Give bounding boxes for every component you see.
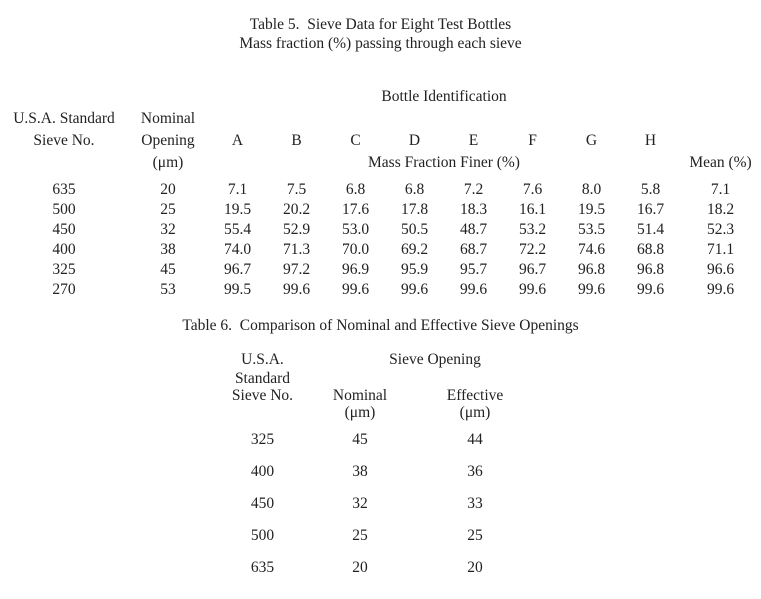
mean-cell: 96.6 [706, 260, 735, 278]
value-cell: 53.5 [577, 220, 606, 238]
value-cell: 16.1 [518, 200, 547, 218]
value-cell: 5.8 [640, 180, 661, 198]
table6-nominal-header: Nominal [332, 387, 388, 405]
table-row [0, 180, 761, 200]
mean-cell: 18.2 [706, 200, 735, 218]
value-cell: 51.4 [636, 220, 665, 238]
table5-sieve-col-header-line1: U.S.A. Standard [13, 109, 115, 127]
value-cell: 99.5 [223, 280, 252, 298]
value-cell: 16.7 [636, 200, 665, 218]
table-row [205, 488, 550, 520]
opening-cell: 53 [160, 280, 176, 298]
value-cell: 95.9 [400, 260, 429, 278]
value-cell: 74.0 [223, 240, 252, 258]
value-cell: 96.7 [518, 260, 547, 278]
table6-header-row-4 [205, 405, 550, 422]
table-row [205, 424, 550, 456]
table6-sieve-opening-header: Sieve Opening [389, 350, 481, 368]
table5-bottle-c-header: C [350, 131, 361, 149]
table-row [0, 280, 761, 300]
mean-cell: 71.1 [706, 240, 735, 258]
table6 [205, 350, 550, 584]
value-cell: 99.6 [577, 280, 606, 298]
value-cell: 99.6 [282, 280, 311, 298]
table-row [0, 200, 761, 220]
value-cell: 71.3 [282, 240, 311, 258]
nominal-cell: 38 [352, 462, 368, 480]
effective-cell: 33 [467, 494, 483, 512]
opening-cell: 38 [160, 240, 176, 258]
value-cell: 6.8 [345, 180, 366, 198]
value-cell: 6.8 [404, 180, 425, 198]
value-cell: 50.5 [400, 220, 429, 238]
sieve-no-cell: 500 [250, 526, 275, 544]
value-cell: 96.7 [223, 260, 252, 278]
value-cell: 99.6 [459, 280, 488, 298]
value-cell: 99.6 [636, 280, 665, 298]
empty-cell [400, 370, 550, 388]
value-cell: 72.2 [518, 240, 547, 258]
sieve-no-cell: 400 [250, 462, 275, 480]
value-cell: 68.8 [636, 240, 665, 258]
value-cell: 7.2 [463, 180, 484, 198]
value-cell: 18.3 [459, 200, 488, 218]
opening-cell: 32 [160, 220, 176, 238]
table5-opening-col-header-unit: (μm) [152, 153, 184, 171]
empty-cell [205, 405, 320, 422]
table6-header-row-1 [205, 350, 550, 370]
empty-cell [0, 152, 128, 174]
table5-header-row-1 [0, 86, 761, 108]
value-cell: 7.6 [522, 180, 543, 198]
opening-cell: 45 [160, 260, 176, 278]
table5-mass-fraction-finer-header: Mass Fraction Finer (%) [368, 153, 520, 171]
value-cell: 70.0 [341, 240, 370, 258]
sieve-no-cell: 635 [52, 180, 76, 198]
effective-cell: 44 [467, 430, 483, 448]
value-cell: 69.2 [400, 240, 429, 258]
value-cell: 55.4 [223, 220, 252, 238]
sieve-no-cell: 500 [52, 200, 76, 218]
empty-cell [128, 86, 208, 108]
sieve-no-cell: 325 [52, 260, 76, 278]
value-cell: 48.7 [459, 220, 488, 238]
table-row [205, 456, 550, 488]
table5-bottle-e-header: E [468, 131, 479, 149]
sieve-no-cell: 325 [250, 430, 275, 448]
table5-bottle-g-header: G [585, 131, 598, 149]
table6-sieve-col-header-line3: Sieve No. [231, 387, 294, 405]
value-cell: 53.2 [518, 220, 547, 238]
sieve-no-cell: 450 [52, 220, 76, 238]
table5-bottle-d-header: D [408, 131, 421, 149]
value-cell: 74.6 [577, 240, 606, 258]
empty-cell [680, 108, 761, 130]
effective-cell: 25 [467, 526, 483, 544]
value-cell: 17.8 [400, 200, 429, 218]
nominal-cell: 45 [352, 430, 368, 448]
value-cell: 8.0 [581, 180, 602, 198]
table5-bottle-h-header: H [644, 131, 657, 149]
value-cell: 17.6 [341, 200, 370, 218]
empty-cell [0, 86, 128, 108]
sieve-no-cell: 450 [250, 494, 275, 512]
value-cell: 96.9 [341, 260, 370, 278]
table5-mean-header: Mean (%) [689, 153, 752, 171]
table6-nominal-unit: (μm) [344, 404, 376, 422]
sieve-no-cell: 270 [52, 280, 76, 298]
table5-bottle-f-header: F [528, 131, 537, 149]
effective-cell: 20 [467, 558, 483, 576]
table5-header-row-2 [0, 108, 761, 130]
value-cell: 68.7 [459, 240, 488, 258]
table5 [0, 86, 761, 300]
table5-opening-col-header-line1: Nominal [140, 109, 196, 127]
mean-cell: 52.3 [706, 220, 735, 238]
table5-title: Table 5. Sieve Data for Eight Test Bottles [249, 16, 512, 33]
value-cell: 99.6 [400, 280, 429, 298]
table-row [205, 552, 550, 584]
table5-header-row-4 [0, 152, 761, 174]
value-cell: 7.1 [227, 180, 248, 198]
empty-cell [680, 130, 761, 152]
value-cell: 99.6 [518, 280, 547, 298]
opening-cell: 25 [160, 200, 176, 218]
table5-subtitle: Mass fraction (%) passing through each sieve [239, 35, 522, 52]
value-cell: 20.2 [282, 200, 311, 218]
mean-cell: 7.1 [710, 180, 731, 198]
effective-cell: 36 [467, 462, 483, 480]
value-cell: 19.5 [577, 200, 606, 218]
mean-cell: 99.6 [706, 280, 735, 298]
value-cell: 97.2 [282, 260, 311, 278]
table5-opening-col-header-line2: Opening [141, 131, 195, 149]
table5-header-row-3 [0, 130, 761, 152]
nominal-cell: 20 [352, 558, 368, 576]
table-row [0, 240, 761, 260]
table5-caption [0, 15, 761, 53]
opening-cell: 20 [160, 180, 176, 198]
table6-sieve-col-header-line2: Standard [234, 369, 291, 387]
table6-effective-header: Effective [446, 387, 504, 405]
table6-header-row-3 [205, 388, 550, 405]
table5-bottle-identification-header: Bottle Identification [381, 87, 507, 105]
table6-sieve-col-header-line1: U.S.A. [241, 350, 284, 368]
table5-bottle-a-header: A [231, 131, 244, 149]
sieve-no-cell: 635 [250, 558, 275, 576]
nominal-cell: 32 [352, 494, 368, 512]
value-cell: 19.5 [223, 200, 252, 218]
value-cell: 99.6 [341, 280, 370, 298]
table-row [0, 220, 761, 240]
table5-sieve-col-header-line2: Sieve No. [33, 131, 95, 149]
table6-effective-unit: (μm) [459, 404, 491, 422]
value-cell: 7.5 [286, 180, 307, 198]
table6-header-row-2 [205, 370, 550, 388]
empty-cell [320, 370, 400, 388]
value-cell: 53.0 [341, 220, 370, 238]
table-row [205, 520, 550, 552]
table6-title: Table 6. Comparison of Nominal and Effective Sieve Openings [182, 317, 579, 334]
nominal-cell: 25 [352, 526, 368, 544]
value-cell: 96.8 [636, 260, 665, 278]
value-cell: 52.9 [282, 220, 311, 238]
table5-bottle-b-header: B [291, 131, 302, 149]
sieve-no-cell: 400 [52, 240, 76, 258]
empty-cell [680, 86, 761, 108]
empty-cell [208, 108, 680, 130]
value-cell: 96.8 [577, 260, 606, 278]
value-cell: 95.7 [459, 260, 488, 278]
table-row [0, 260, 761, 280]
